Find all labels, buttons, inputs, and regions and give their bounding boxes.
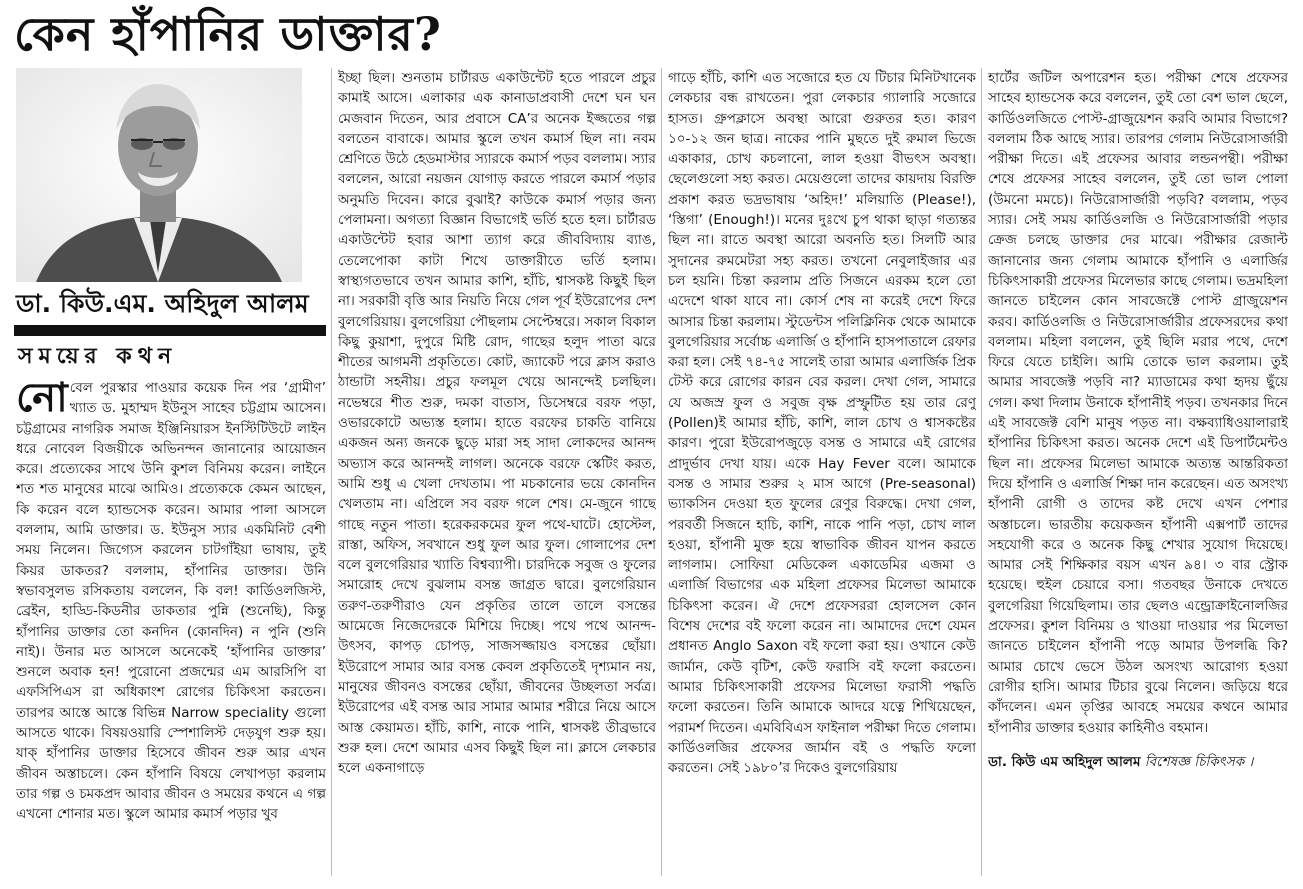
section-title: সময়ের কথন (18, 344, 178, 369)
author-name: ডা. কিউ.এম. অহিদুল আলম (16, 289, 309, 318)
article-text-4: হার্টের জটিল অপারেশন হত। পরীক্ষা শেষে প্রফেসর সাহেব হ্যান্ডসেক করে বললেন, তুই তো বেশ ভাল ছেলে, কার্ডিওলজিতে পোস্ট-গ্রাজুয়েশন করবি আমার বিভাগে? বললাম ঠিক আছে স্যার। তারপর গেলাম নিউরোসার্জারী পরীক্ষা দিতে। এই প্রফেসর আবার লন্ডনপন্থী। পরীক্ষা শেষে প্রফেসর সাহেব বললেন, তুই তো ভাল পোলা (উমনো মমচে)। নিউরোসার্জারী পড়বি? বললাম, পড়ব স্যার। সেই সময় কার্ডিওলজি ও নিউরোসার্জারী পড়ার ক্রেজ চলছে ডাক্তার দের মাঝে। পরীক্ষার রেজাল্ট জানানোর জন্য গেলাম আমাকে হাঁপানি ও এলার্জির চিকিৎসাকারী প্রফেসর মিলেভার কাছে গেলাম। ভদ্রমহিলা জানতে চাইলেন কোন সাবজেক্টে পোস্ট গ্রাজুয়েশন করব। কার্ডিওলজি ও নিউরোসার্জারীর প্রফেসরদের কথা বললাম। মহিলা বললেন, তুই ছিলি মরার পথে, দেশে ফিরে যেতে চাইলি। আমি তোকে ভাল করলাম। তুই আমার সাবজেক্ট পড়বি না? ম্যাডামের কথা হৃদয় ছুঁয়ে গেল। কথা দিলাম উনাকে হাঁপানীই পড়ব। তখনকার দিনে এই সাবজেক্ট বেশি মানুষ পড়ত না। বক্ষব্যাধিওয়ালারাই হাঁপানির চিকিৎসা করত। অনেক দেশে এই ডিপার্টমেন্টও ছিল না। প্রফেসর মিলেভা আমাকে অত্যন্ত আন্তরিকতা দিয়ে হাঁপানি ও এলার্জি শিক্ষা দান করেছেন। এত অসংখ্য হাঁপানী রোগী ও তাদের কষ্ট দেখে এখন পেশার অস্তাচলে। ভারতীয় কয়েকজন হাঁপানী এক্সপার্ট তাদের সহযোগী করে ও অনেক কিছু শেখার সুযোগ দিয়েছে। আমার সেই শিক্ষিকার বয়স এখন ৯৪। ৩ বার স্ট্রোক হয়েছে। হুইল চেয়ারে বসা। গতবছর উনাকে দেখতে বুলগেরিয়া গিয়েছিলাম। তার ছেলও এন্ড্রোক্রাইনোলজির প্রফেসর। কুশল বিনিময় ও খাওয়া দাওয়ার পর মিলেভা জানতে চাইলেন হাঁপানী পড়ে আমার উপলব্ধি কি? আমার চোখে ভেসে উঠল অসংখ্য আরোগ্য হওয়া রোগীর হাসি। আমার টিচার বুঝে নিলেন। জড়িয়ে ধরে কাঁদলেন। এমন তৃপ্তির আবহে সময়ের কথনে আমার হাঁপানীর ডাক্তার হওয়ার কাহিনীও বহমান। (988, 70, 1288, 736)
author-photo (16, 68, 302, 282)
article-column-1 (16, 378, 326, 876)
article-column-2 (338, 68, 656, 876)
title-rule (14, 325, 326, 336)
column-divider (661, 68, 662, 876)
article-column-4 (988, 68, 1288, 876)
headline: কেন হাঁপানির ডাক্তার? (14, 7, 442, 61)
byline (988, 752, 1288, 772)
byline-role: বিশেষজ্ঞ চিকিৎসক । (1144, 753, 1254, 770)
article-text-1: বেল পুরস্কার পাওয়ার কয়েক দিন পর ‘গ্রামীণ’ খ্যাত ড. মুহাম্মদ ইউনুস সাহেব চট্টগ্রাম আসেন। চট্টগ্রামের নাগরিক সমাজ ইঞ্জিনিয়ারস ইনস্টিটিউটে লাইন ধরে নোবেল বিজয়ীকে অভিনন্দন জানানোর আয়োজন করে। প্রত্যেকের সাথে উনি কুশল বিনিময় করেন। লাইনে শত শত মানুষের মাঝে আমিও। প্রত্যেককে কেমন আছেন, কি করেন বলে হ্যান্ডসেক করেন। আমার পালা আসলে বললাম, আমি ডাক্তার। ড. ইউনুস স্যার একমিনিট বেশী সময় নিলেন। জিগ্যেস করলেন চাটগাঁইয়া ভাষায়, তুই কিয়র ডাকতর? বললাম, হাঁপানির ডাক্তার। উনি স্বভাবসুলভ রসিকতায় বললেন, কি বল! কার্ডিওলজিস্ট, ব্রেইন, হাড্ডি-কিডনীর ডাকতার পুন্নি (শুনেছি), কিন্তু হাঁপানির ডাক্তার তো কনদিন (কোনদিন) ন পুনি (শুনি নাই)। উনার মত আসলে অনেকেই ‘হাঁপানির ডাক্তার’ শুনলে অবাক হন! পুরোনো প্রজন্মের এম আরসিপি বা এফসিপিএস রা অধিকাংশ রোগের চিকিৎসা করতেন। তারপর আস্তে আস্তে বিভিন্ন Narrow speciality গুলো আসতে থাকে। বিষয়ওয়ারি স্পেশালিস্ট দেড়যুগ শুরু হয়। যাক্ হাঁপানির ডাক্তার হিসেবে জীবন শুরু আর এখন জীবন অস্তাচলে। কেন হাঁপানি বিষয়ে লেখাপড়া করলাম তার গল্প ও চমকপ্রদ আবার জীবন ও সময়ের কথনে এ গল্প এখনো শোনার মত। স্কুলে আমার কমার্স পড়ার খুব (16, 380, 326, 823)
dropcap: নো (16, 378, 68, 421)
article-column-3 (668, 68, 976, 876)
byline-name: ডা. কিউ এম অহিদুল আলম (988, 753, 1141, 770)
article-paragraph-1 (16, 378, 326, 825)
article-text-3: গাড়ে হাঁচি, কাশি এত সজোরে হত যে টিচার মিনিটখানেক লেকচার বন্ধ রাখতেন। পুরা লেকচার গ্যালারি সজোরে হাসত। গ্রুপক্লাসে অবস্থা আরো গুরুতর হত। কারণ ১০-১২ জন ছাত্র। নাকের পানি মুছতে দুই রুমাল ভিজে একাকার, চোখ কচলানো, লাল হওয়া বীভৎস অবস্থা। ছেলেগুলো সহ্য করত। মেয়েগুলো তাদের কায়দায় বিরক্তি প্রকাশ করত ভদ্রভাষায় ‘অহিদ!’ মলিয়াতি (Please!), ‘স্তিগা’ (Enough!)। মনের দুঃখে চুপ থাকা ছাড়া গত্যন্তর ছিল না। রাতে অবস্থা আরো অবনতি হত। সিলটি আর সুদানের রুমমেটরা সহ্য করত। তখনো নেবুলাইজার এর চল হয়নি। চিন্তা করলাম প্রতি সিজনে এরকম হলে তো এদেশে থাকা যাবে না। কোর্স শেষ না করেই দেশে ফিরে আসার চিন্তা করলাম। স্টুডেন্টস পলিক্লিনিক থেকে আমাকে বুলগেরিয়ার সর্বোচ্চ এলার্জি ও হাঁপানি হাসপাতালে রেফার করা হল। সেই ৭৪-৭৫ সালেই তারা আমার এলার্জিক প্রিক টেস্ট করে রোগের কারন বের করল। দেখা গেল, সামারে যে অজস্র ফুল ও সবুজ বৃক্ষ প্রস্ফুটিত হয় তার রেণু (Pollen)ই আমার হাঁচি, কাশি, লাল চোখ ও শ্বাসকষ্টের কারণ। পুরো ইউরোপজুড়ে বসন্ত ও সামারে এই রোগের প্রাদুর্ভাব দেখা যায়। একে Hay Fever বলে। আমাকে বসন্ত ও সামার শুরুর ২ মাস আগে (Pre-seasonal) ভ্যাকসিন দেওয়া হত ফুলের রেণুর বিরুদ্ধে। দেখা গেল, পরবর্তী সিজনে হাচি, কাশি, নাকে পানি পড়া, চোখ লাল হওয়া, হাঁপানী মুক্ত হয়ে স্বাভাবিক জীবন যাপন করতে লাগলাম। সোফিয়া মেডিকেল একাডেমির এজমা ও এলার্জি বিভাগের এক মহিলা প্রফেসর মিলেভা আমাকে চিকিৎসা করেন। ঐ দেশে প্রফেসররা হোলসেল কোন বিশেষ দেশের বই ফলো করেন না। আমাদের দেশে যেমন প্রধানত Anglo Saxon বই ফলো করা হয়। ওখানে কেউ জার্মান, কেউ বৃটিশ, কেউ ফরাসি বই ফলো করতেন। আমার চিকিৎসাকারী প্রফেসর মিলেভা ফরাসী পদ্ধতি ফলো করতেন। তিনি আমাকে আদরে যত্নে শিখিয়েছেন, পরামর্শ দিতেন। এমবিবিএস ফাইনাল পরীক্ষা দিতে গেলাম। কার্ডিওলজির প্রফেসর জার্মান বই ও পদ্ধতি ফলো করতেন। সেই ১৯৮০’র দিকেও বুলগেরিয়ায় (668, 70, 976, 777)
column-divider (331, 68, 332, 876)
article-text-2: ইচ্ছা ছিল। শুনতাম চার্টারড একাউন্টেট হতে পারলে প্রচুর কামাই আসে। এলাকার এক কানাডাপ্রবাসী দেশে ঘন ঘন মেজবান দিতেন, আর প্রবাসে CA’র অনেক ইজ্জতের গল্প বলতেন বাবাকে। আমার স্কুলে তখন কমার্স ছিল না। নবম শ্রেণিতে উঠে হেডমাস্টার স্যারকে কমার্স পড়ব বললাম। স্যার বললেন, আরো নয়জন যোগাড় করতে পারলে কমার্স পড়ার অনুমতি দিবেন। কারে বুঝাই? কাউকে কমার্স পড়ার জন্য পেলামনা। অগত্যা বিজ্ঞান বিভাগেই ভর্তি হতে হল। চার্টারড একাউন্টেট হবার আশা ত্যাগ করে জীববিদ্যায় ব্যাঙ, তেলেপোকা কাটা শিখে ডাক্তারীতে ভর্তি হলাম। স্বাস্থ্যগতভাবে তখন আমার কাশি, হাঁচি, শ্বাসকষ্ট কিছুই ছিল না। সরকারী বৃত্তি আর নিয়তি নিয়ে গেল পূর্ব ইউরোপের দেশ বুলগেরিয়ায়। বুলগেরিয়া পৌছলাম সেপ্টেম্বরে। সকাল বিকাল কিছু কুয়াশা, দুপুরে মিষ্টি রোদ, গাছের হলুদ পাতা ঝরে শীতের আগমনী প্রকৃতিতে। কোট, জ্যাকেট পরে ক্লাস করাও ঠান্ডাটা সহনীয়। প্রচুর ফলমূল খেয়ে আনন্দেই চলছিল। নভেম্বরে শীত শুরু, দমকা বাতাস, ডিসেম্বরে বরফ পড়া, ওভারকোটে অভ্যস্ত হলাম। হাতে বরফের চাকতি বানিয়ে একজন অন্য জনকে ছুড়ে মারা সহ সাদা লোকদের আনন্দ অভ্যাস করে আনন্দই লাগল। অনেকে বরফে স্কেটিং করত, আমি শুধু এ খেলা দেখতাম। পা মচকানোর ভয়ে কোনদিন খেলতাম না। এপ্রিলে সব বরফ গলে শেষ। মে-জুনে গাছে গাছে নতুন পাতা। হরেকরকমের ফুল পথে-ঘাটে। হোস্টেল, রাস্তা, অফিস, সবখানে শুধু ফুল আর ফুল। গোলাপের দেশ বলে বুলগেরিয়ার খ্যাতি বিশ্বব্যাপী। চারদিকে সবুজ ও ফুলের সমারোহ দেখে বুঝলাম বসন্ত জাগ্রত দ্বারে। বুলগেরিয়ান তরুণ-তরুণীরাও যেন প্রকৃতির তালে তালে বসন্তের আমেজে নিজেদেরকে মিশিয়ে দিচ্ছে। পথে পথে আনন্দ-উৎসব, কাপড় চোপড়, সাজসজ্জায়ও বসন্তের ছোঁয়া। ইউরোপে সামার আর বসন্ত কেবল প্রকৃতিতেই দৃশ্যমান নয়, মানুষের জীবনও বসন্তের ছোঁয়া, জীবনের উচ্ছলতা সর্বত্র। ইউরোপের এই বসন্ত আর সামার আমার শরীরে নিয়ে আসে আস্ত কেয়ামত। হাঁচি, কাশি, নাকে পানি, শ্বাসকষ্ট তীব্রভাবে শুরু হল। দেশে আমার এসব কিছুই ছিল না। ক্লাসে লেকচার হলে একনাগাড়ে (338, 70, 656, 777)
author-portrait-image (16, 68, 302, 282)
column-divider (981, 68, 982, 876)
